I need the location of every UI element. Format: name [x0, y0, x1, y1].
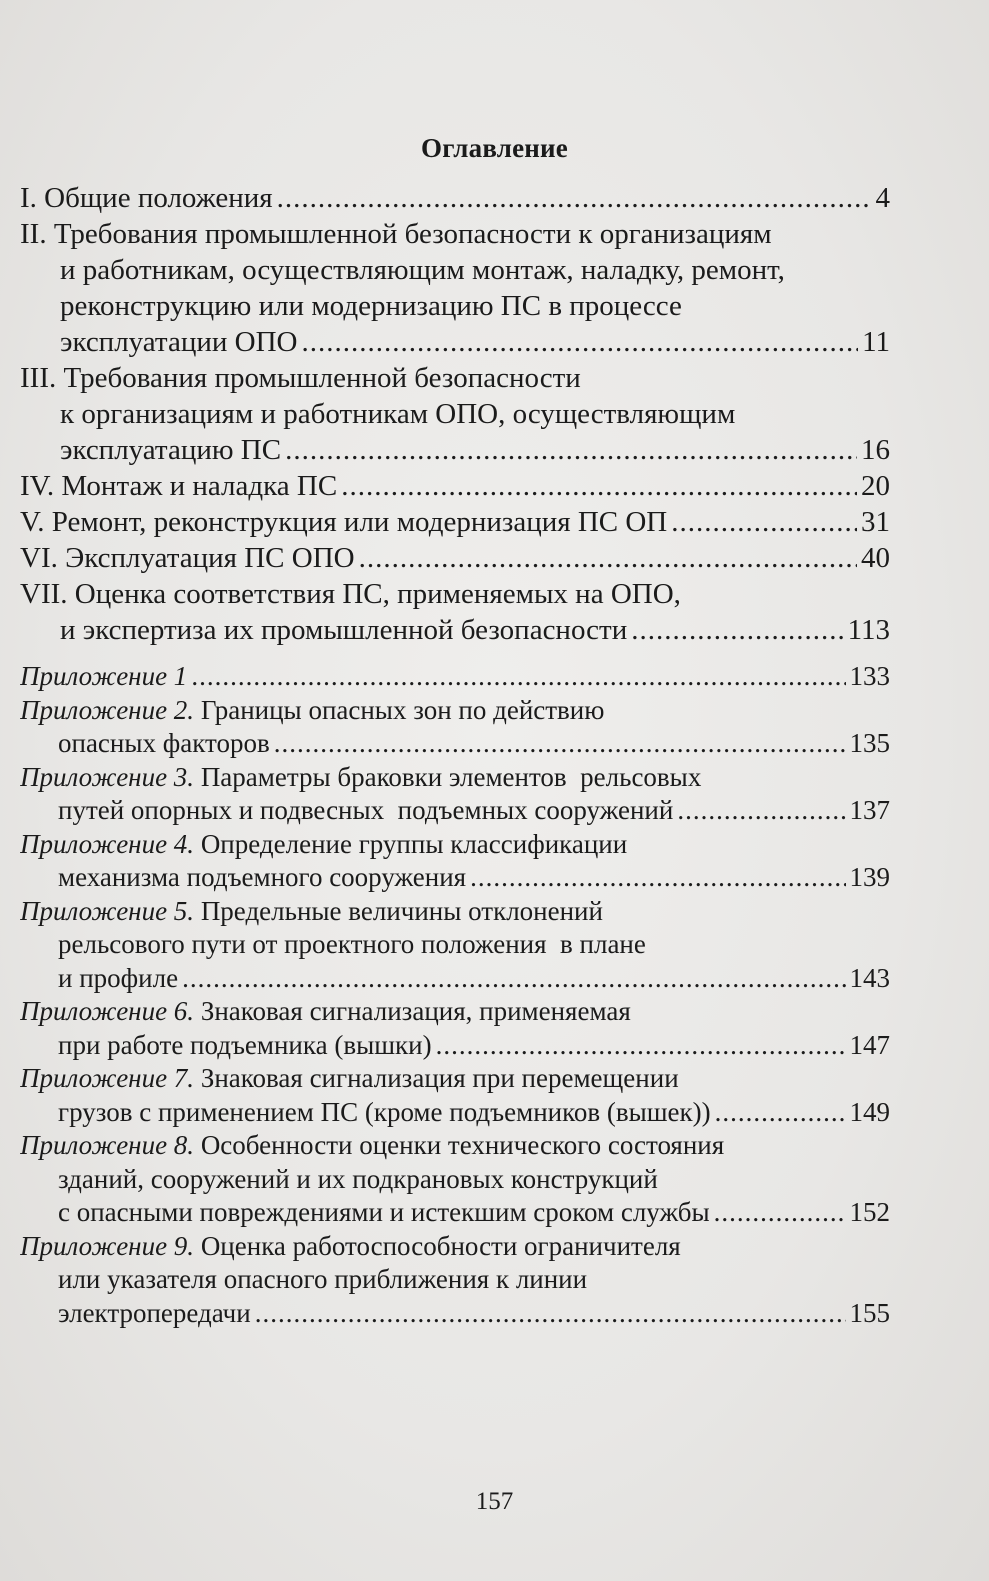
toc-page-number: 147: [849, 1029, 890, 1060]
toc-line: [20, 504, 890, 540]
toc-entry-appendix[interactable]: [20, 895, 890, 996]
dot-leader: [631, 612, 843, 648]
toc-entry-text: зданий, сооружений и их подкрановых конструкций: [58, 1163, 658, 1194]
section-gap: [20, 648, 890, 660]
toc-entry-text: эксплуатации ОПО: [60, 326, 298, 358]
toc-line: [20, 895, 890, 929]
toc-entry-appendix[interactable]: [20, 1230, 890, 1331]
toc-page-number: 113: [847, 614, 890, 646]
toc-page-number: 11: [862, 326, 890, 358]
toc-page-number: 4: [875, 182, 890, 214]
toc-entry-text: грузов с применением ПС (кроме подъемников (вышек)): [58, 1096, 711, 1127]
toc-line: [20, 1230, 890, 1264]
toc-entry-text: VII. Оценка соответствия ПС, применяемых на ОПО,: [20, 578, 681, 610]
dot-leader: [715, 1096, 846, 1130]
toc-line: [20, 252, 890, 288]
toc-entry-text: или указателя опасного приближения к линии: [58, 1264, 588, 1294]
toc-entry-text: V. Ремонт, реконструкция или модернизация ПС ОП: [20, 506, 668, 538]
toc-page-number: 31: [861, 506, 890, 538]
appendix-label: Приложение 7.: [20, 1063, 195, 1093]
dot-leader: [671, 504, 857, 540]
toc-entry-text: Знаковая сигнализация при перемещении: [194, 1063, 679, 1093]
toc-line: [20, 828, 890, 862]
toc-entry-text: с опасными повреждениями и истекшим сроком службы: [58, 1197, 710, 1227]
toc-line: [20, 288, 890, 324]
toc-entry-text: механизма подъемного сооружения: [58, 862, 467, 892]
toc-line: [20, 1263, 890, 1297]
toc-entry-appendix[interactable]: [20, 660, 890, 694]
toc-line: [20, 1297, 890, 1331]
toc-entry-text: VI. Эксплуатация ПС ОПО: [20, 542, 355, 574]
toc-page-number: 143: [849, 962, 890, 993]
toc-line: [20, 1163, 890, 1197]
appendix-label: Приложение 6.: [20, 996, 195, 1026]
toc-line: [20, 660, 890, 694]
appendix-label: Приложение 1: [20, 661, 188, 691]
toc-entry-chapter[interactable]: [20, 504, 890, 540]
toc-line: [20, 396, 890, 432]
toc-page-number: 16: [861, 434, 890, 466]
dot-leader: [470, 861, 845, 895]
dot-leader: [436, 1029, 846, 1063]
toc-entry-text: Предельные величины отклонений: [194, 895, 603, 926]
dot-leader: [191, 660, 845, 694]
toc-entry-text: при работе подъемника (вышки): [58, 1029, 432, 1060]
toc-entry-appendix[interactable]: [20, 761, 890, 828]
toc-line: [20, 216, 890, 252]
appendix-label: Приложение 9.: [20, 1230, 195, 1261]
toc-entry-text: к организациям и работникам ОПО, осуществляющим: [60, 398, 736, 430]
toc-entry-text: и профиле: [58, 962, 179, 993]
dot-leader: [301, 324, 858, 360]
toc-entry-chapter[interactable]: [20, 468, 890, 504]
toc-entry-text: III. Требования промышленной безопасности: [20, 362, 581, 394]
toc-page-number: 40: [861, 542, 890, 574]
dot-leader: [182, 962, 845, 996]
toc-line: [20, 861, 890, 895]
toc-entry-appendix[interactable]: [20, 1062, 890, 1129]
toc-line: [20, 727, 890, 761]
dot-leader: [359, 540, 857, 576]
toc-page-number: 20: [861, 470, 890, 502]
toc-entry-text: Границы опасных зон по действию: [194, 694, 605, 725]
dot-leader: [677, 794, 845, 828]
toc-entry-chapter[interactable]: [20, 360, 890, 468]
toc-page-number: 139: [849, 862, 890, 892]
toc-entry-chapter[interactable]: [20, 216, 890, 360]
dot-leader: [274, 727, 846, 761]
toc-entry-appendix[interactable]: [20, 995, 890, 1062]
dot-leader: [285, 432, 857, 468]
toc-line: [20, 1029, 890, 1063]
toc-entry-chapter[interactable]: [20, 540, 890, 576]
toc-page-number: 149: [849, 1096, 890, 1127]
toc-line: [20, 468, 890, 504]
appendix-label: Приложение 3.: [20, 761, 195, 792]
toc-entry-appendix[interactable]: [20, 1129, 890, 1230]
toc-page-number: 137: [849, 795, 890, 825]
dot-leader: [255, 1297, 846, 1331]
toc-entry-text: электропередачи: [58, 1297, 251, 1328]
dot-leader: [277, 180, 872, 216]
toc-line: [20, 180, 890, 216]
toc-page-number: 133: [849, 661, 890, 691]
toc-entry-text: Особенности оценки технического состояния: [194, 1130, 725, 1160]
toc-line: [20, 794, 890, 828]
toc-entry-appendix[interactable]: [20, 828, 890, 895]
toc-entry-text: и экспертиза их промышленной безопасности: [60, 614, 628, 646]
appendix-label: Приложение 5.: [20, 895, 195, 926]
toc-entry-text: Определение группы классификации: [194, 828, 628, 859]
toc-entry-chapter[interactable]: [20, 180, 890, 216]
toc-line: [20, 324, 890, 360]
toc-line: [20, 694, 890, 728]
toc-entry-text: Знаковая сигнализация, применяемая: [194, 996, 631, 1026]
toc-entry-text: опасных факторов: [58, 728, 270, 758]
toc-line: [20, 432, 890, 468]
toc-entry-text: I. Общие положения: [20, 182, 273, 214]
toc-page-number: 152: [849, 1197, 890, 1227]
toc-entry-text: Параметры браковки элементов рельсовых: [194, 761, 702, 792]
toc-title: Оглавление: [421, 133, 568, 163]
toc-line: [20, 360, 890, 396]
toc-entry-text: IV. Монтаж и наладка ПС: [20, 470, 338, 502]
dot-leader: [341, 468, 857, 504]
page-number: 157: [475, 1488, 514, 1515]
toc-line: [20, 1096, 890, 1130]
toc-line: [20, 1062, 890, 1096]
toc-line: [20, 1196, 890, 1230]
toc-entry-text: II. Требования промышленной безопасности к организациям: [20, 218, 772, 250]
toc-line: [20, 962, 890, 996]
toc-entry-text: реконструкцию или модернизацию ПС в процессе: [60, 290, 682, 322]
toc-entry-text: эксплуатацию ПС: [60, 434, 282, 466]
toc-entry-text: и работникам, осуществляющим монтаж, наладку, ремонт,: [60, 254, 785, 286]
toc-entry-chapter[interactable]: [20, 576, 890, 648]
toc-line: [20, 928, 890, 962]
table-of-contents: [20, 180, 890, 1330]
toc-line: [20, 995, 890, 1029]
appendix-label: Приложение 4.: [20, 828, 195, 859]
toc-entry-text: путей опорных и подвесных подъемных сооружений: [58, 795, 674, 825]
appendix-label: Приложение 8.: [20, 1130, 195, 1160]
toc-entry-text: Оценка работоспособности ограничителя: [194, 1230, 681, 1261]
toc-entry-text: рельсового пути от проектного положения в плане: [58, 929, 646, 959]
toc-entry-appendix[interactable]: [20, 694, 890, 761]
toc-line: [20, 540, 890, 576]
toc-page-number: 135: [849, 728, 890, 758]
toc-page-number: 155: [849, 1297, 890, 1328]
appendix-label: Приложение 2.: [20, 694, 195, 725]
toc-line: [20, 1129, 890, 1163]
toc-line: [20, 576, 890, 612]
toc-line: [20, 761, 890, 795]
dot-leader: [714, 1196, 846, 1230]
toc-line: [20, 612, 890, 648]
